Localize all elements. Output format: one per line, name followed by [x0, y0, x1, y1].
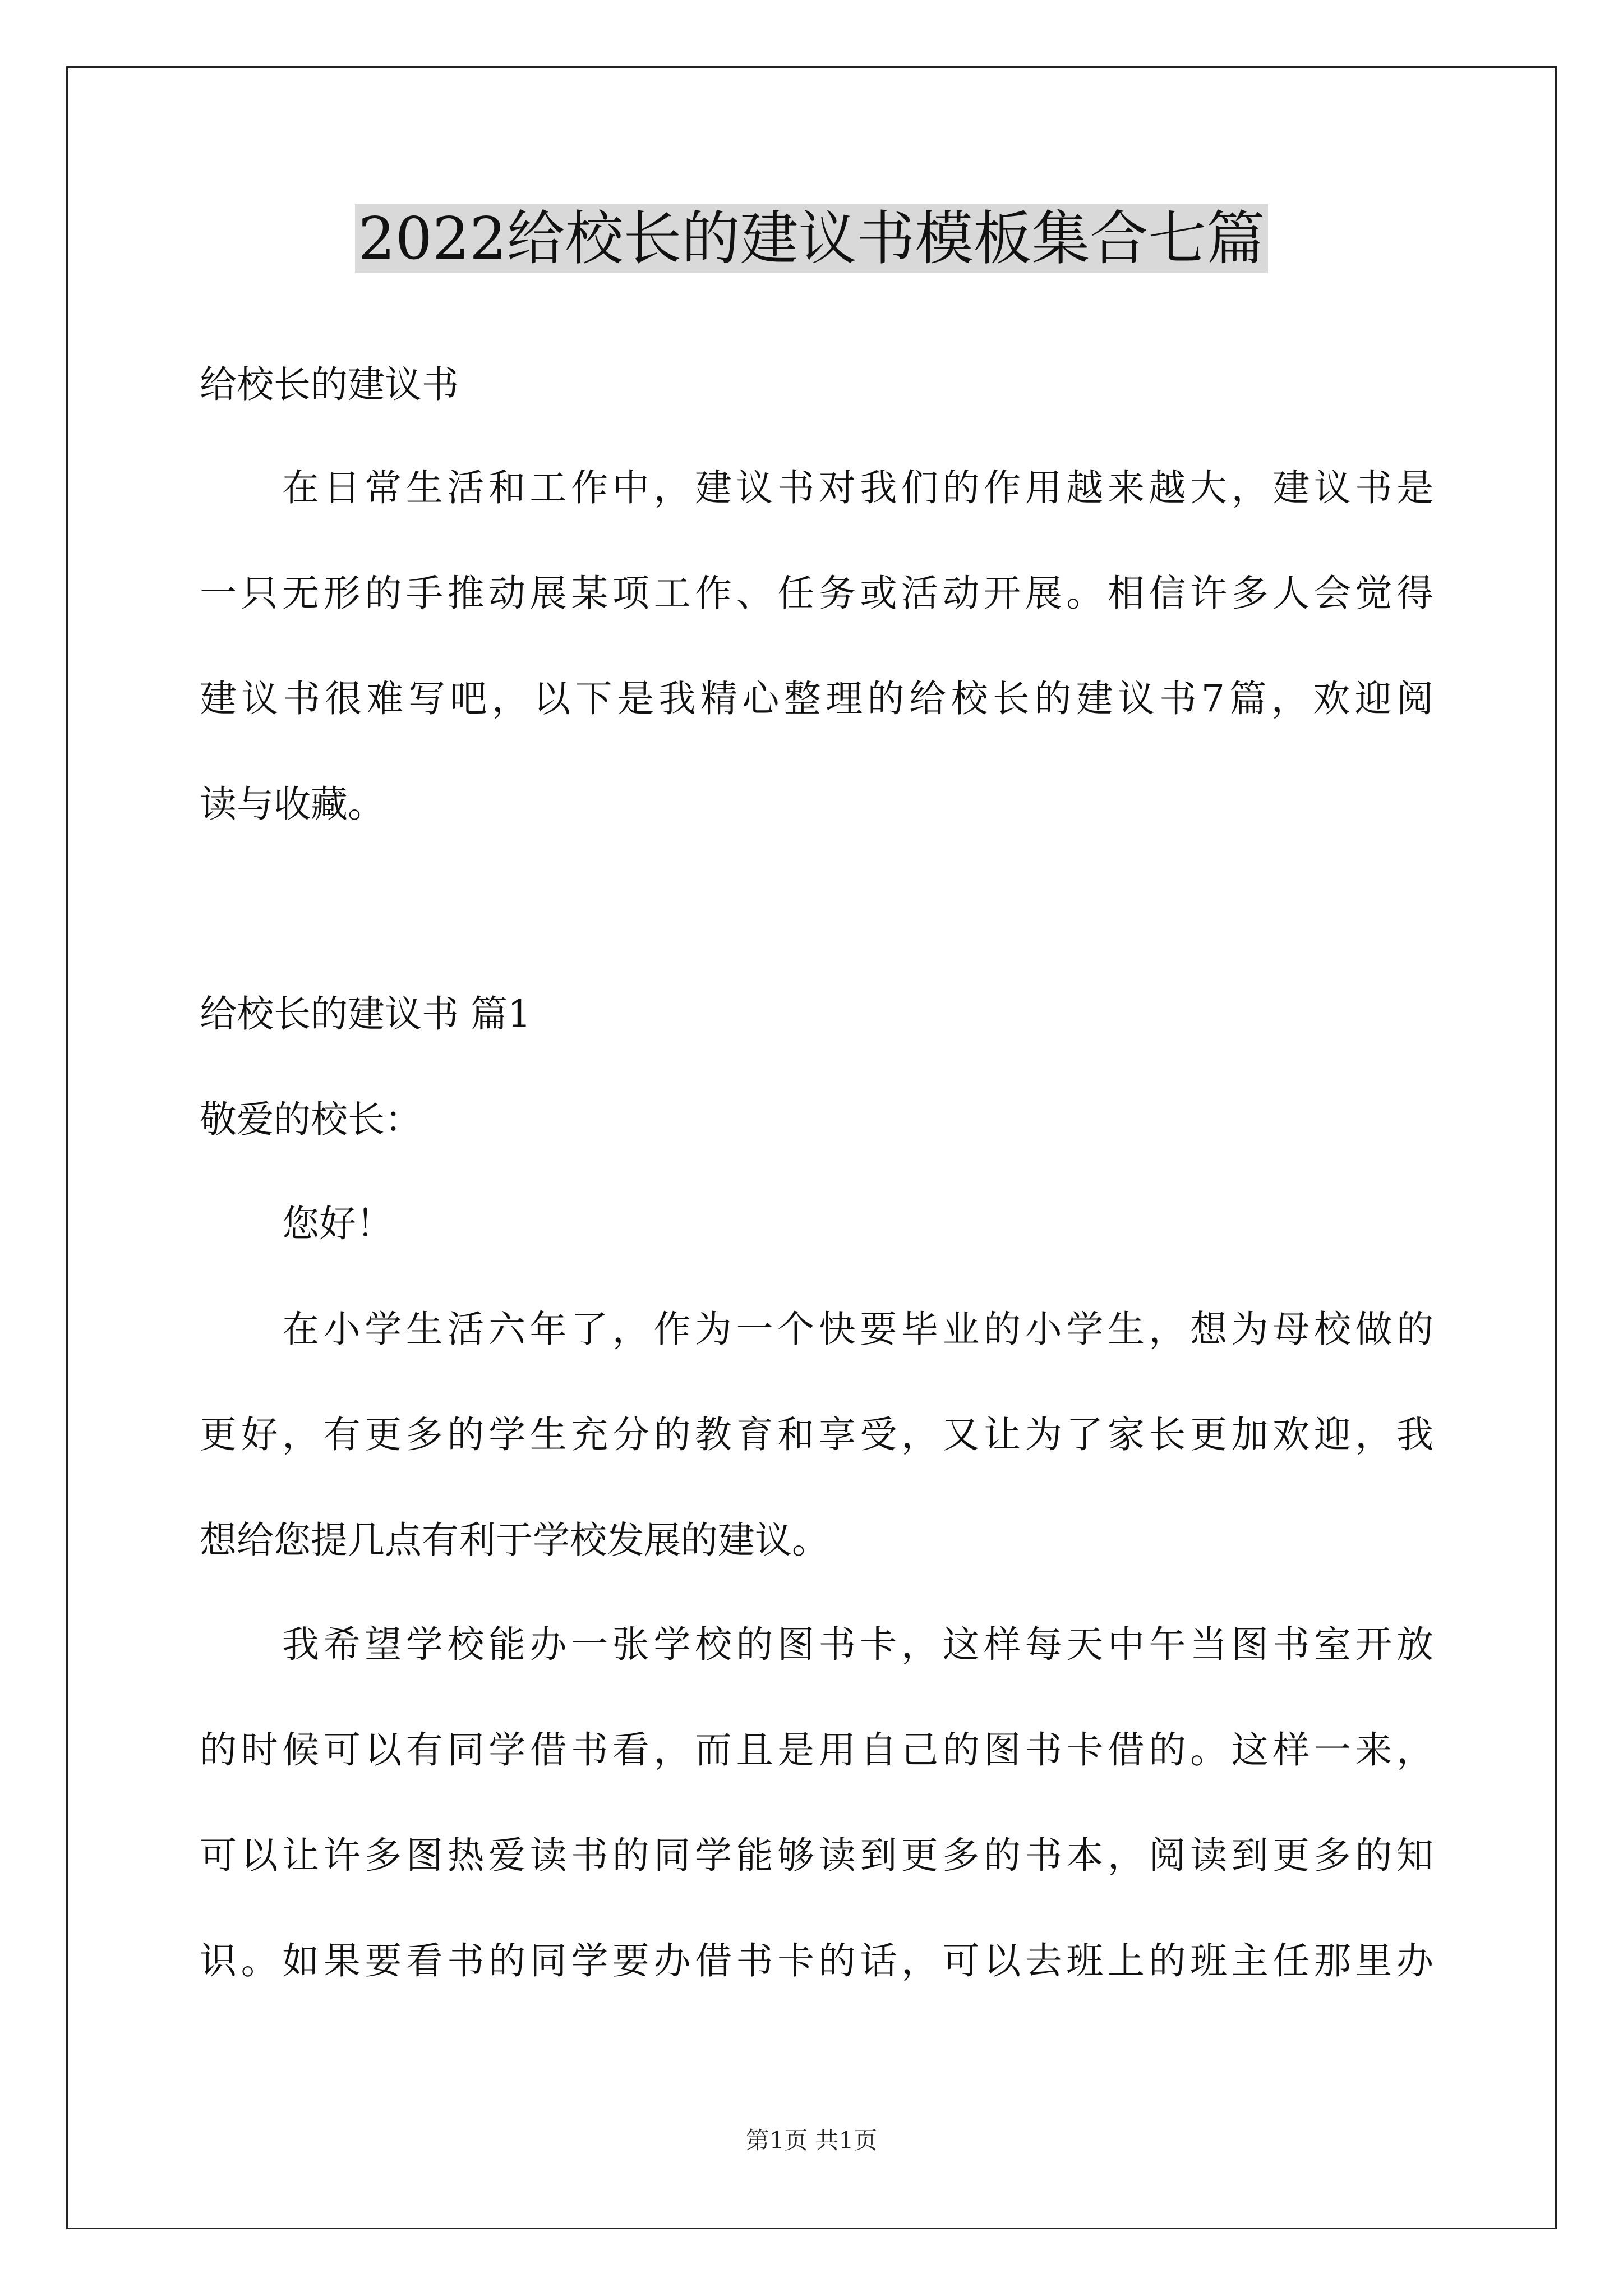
paragraph-line: 读与收藏。	[200, 783, 385, 826]
section-heading: 给校长的建议书	[200, 363, 459, 406]
paragraph-line: 想给您提几点有利于学校发展的建议。	[200, 1519, 829, 1562]
document-title: 2022给校长的建议书模板集合七篇	[0, 199, 1623, 278]
page-footer: 第1页 共1页	[745, 2127, 878, 2154]
section-heading: 给校长的建议书 篇1	[200, 992, 531, 1036]
paragraph-line: 建议书很难写吧，以下是我精心整理的给校长的建议书7篇，欢迎阅	[200, 677, 1433, 720]
paragraph-line: 更好，有更多的学生充分的教育和享受，又让为了家长更加欢迎，我	[200, 1413, 1433, 1456]
salutation: 敬爱的校长：	[200, 1098, 422, 1141]
paragraph-line: 可以让许多图热爱读书的同学能够读到更多的书本，阅读到更多的知	[200, 1834, 1433, 1877]
paragraph-line: 在小学生活六年了，作为一个快要毕业的小学生，想为母校做的	[282, 1308, 1433, 1351]
greeting: 您好！	[282, 1202, 393, 1245]
paragraph-line: 识。如果要看书的同学要办借书卡的话，可以去班上的班主任那里办	[200, 1939, 1433, 1982]
paragraph-line: 一只无形的手推动展某项工作、任务或活动开展。相信许多人会觉得	[200, 572, 1433, 615]
paragraph-line: 我希望学校能办一张学校的图书卡，这样每天中午当图书室开放	[282, 1623, 1433, 1666]
paragraph-line: 在日常生活和工作中，建议书对我们的作用越来越大，建议书是	[282, 466, 1433, 509]
paragraph-line: 的时候可以有同学借书看，而且是用自己的图书卡借的。这样一来，	[200, 1728, 1433, 1772]
